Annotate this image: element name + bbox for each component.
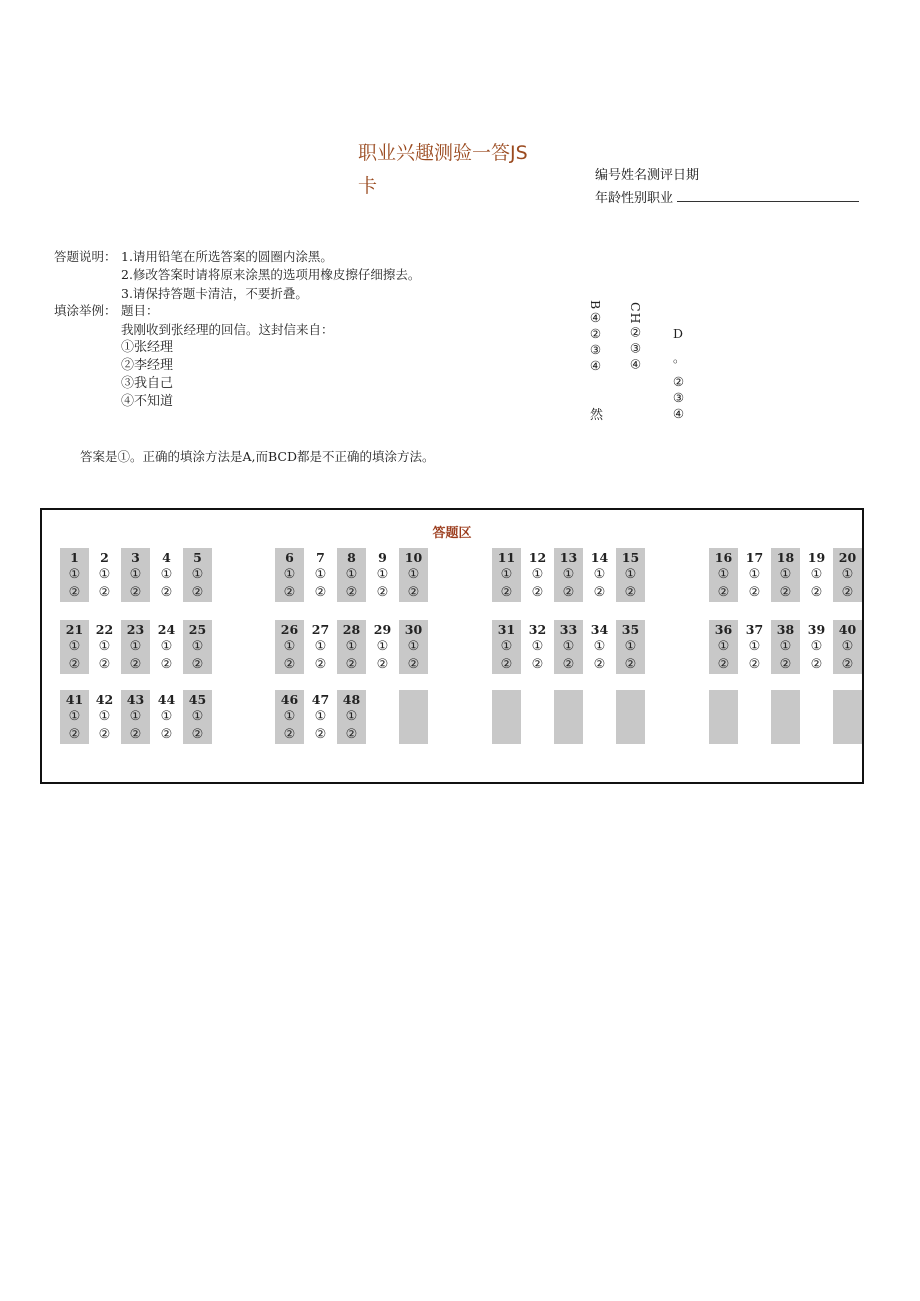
question-31 [492, 620, 521, 674]
question-number: 15 [621, 550, 640, 565]
answer-bubble-2[interactable]: ② [748, 585, 761, 600]
answer-bubble-2[interactable]: ② [68, 585, 81, 600]
example-option: ③我自己 [121, 376, 174, 391]
answer-bubble-2[interactable]: ② [624, 657, 637, 672]
answer-bubble-1[interactable]: ① [129, 567, 142, 582]
question-number: 43 [126, 692, 145, 707]
answer-bubble-1[interactable]: ① [624, 567, 637, 582]
answer-area [40, 508, 864, 784]
answer-bubble-2[interactable]: ② [717, 657, 730, 672]
blank-answer-slot [616, 690, 645, 744]
answer-bubble-2[interactable]: ② [500, 585, 513, 600]
example-question-label: 题目： [121, 303, 159, 318]
info-line-2-text: 年龄性别职业 [595, 191, 674, 206]
info-line-2 [595, 187, 859, 206]
answer-bubble-2[interactable]: ② [314, 727, 327, 742]
answer-bubble-2[interactable]: ② [779, 657, 792, 672]
instruction-item: 1.请用铅笔在所选答案的圆圈内涂黑。 [121, 249, 333, 264]
question-number: 3 [131, 550, 140, 565]
question-number: 4 [162, 550, 171, 565]
question-39 [802, 620, 831, 674]
answer-bubble-2[interactable]: ② [98, 727, 111, 742]
answer-bubble-2[interactable]: ② [376, 585, 389, 600]
question-number: 39 [807, 622, 826, 637]
example-fill-d-mark: 。 [673, 350, 686, 365]
answer-bubble-1[interactable]: ① [562, 567, 575, 582]
answer-bubble-1[interactable]: ① [810, 639, 823, 654]
question-22 [90, 620, 119, 674]
answer-bubble-2[interactable]: ② [129, 585, 142, 600]
answer-bubble-2[interactable]: ② [129, 727, 142, 742]
answer-bubble-1[interactable]: ① [68, 567, 81, 582]
title-line-2: 卡 [358, 175, 378, 197]
question-9 [368, 548, 397, 602]
answer-bubble-1[interactable]: ① [531, 639, 544, 654]
answer-bubble-2[interactable]: ② [160, 657, 173, 672]
answer-bubble-1[interactable]: ① [407, 567, 420, 582]
question-number: 34 [590, 622, 609, 637]
question-42 [90, 690, 119, 744]
answer-bubble-1[interactable]: ① [376, 567, 389, 582]
question-number: 17 [745, 550, 764, 565]
answer-bubble-2[interactable]: ② [562, 585, 575, 600]
question-number: 42 [95, 692, 114, 707]
title-line-1: 职业兴趣测验一答JS [358, 142, 528, 164]
question-17 [740, 548, 769, 602]
answer-area-title: 答题区 [432, 526, 472, 541]
question-number: 10 [404, 550, 423, 565]
example-question: 我刚收到张经理的回信。这封信来自： [121, 322, 334, 337]
question-number: 45 [188, 692, 207, 707]
question-number: 35 [621, 622, 640, 637]
question-number: 40 [838, 622, 857, 637]
question-number: 48 [342, 692, 361, 707]
answer-bubble-2[interactable]: ② [593, 657, 606, 672]
question-number: 29 [373, 622, 392, 637]
blank-answer-slot [554, 690, 583, 744]
answer-bubble-2[interactable]: ② [314, 585, 327, 600]
question-44 [152, 690, 181, 744]
answer-bubble-1[interactable]: ① [160, 709, 173, 724]
answer-bubble-1[interactable]: ① [314, 639, 327, 654]
answer-bubble-2[interactable]: ② [810, 585, 823, 600]
answer-bubble-2[interactable]: ② [531, 585, 544, 600]
answer-bubble-2[interactable]: ② [593, 585, 606, 600]
answer-bubble-2[interactable]: ② [531, 657, 544, 672]
answer-bubble-1[interactable]: ① [345, 567, 358, 582]
answer-bubble-1[interactable]: ① [624, 639, 637, 654]
answer-bubble-2[interactable]: ② [191, 585, 204, 600]
answer-bubble-2[interactable]: ② [98, 585, 111, 600]
question-7 [306, 548, 335, 602]
example-fill-d: D [673, 326, 684, 341]
question-11 [492, 548, 521, 602]
question-number: 9 [378, 550, 387, 565]
answer-bubble-1[interactable]: ① [314, 709, 327, 724]
question-number: 12 [528, 550, 547, 565]
question-number: 7 [316, 550, 325, 565]
blank-answer-slot [709, 690, 738, 744]
blank-answer-slot [833, 690, 862, 744]
answer-bubble-1[interactable]: ① [376, 639, 389, 654]
question-number: 5 [193, 550, 202, 565]
question-number: 18 [776, 550, 795, 565]
example-fill-d-circles: ②③④ [671, 374, 686, 422]
answer-bubble-1[interactable]: ① [68, 709, 81, 724]
question-number: 2 [100, 550, 109, 565]
question-number: 20 [838, 550, 857, 565]
answer-bubble-1[interactable]: ① [407, 639, 420, 654]
answer-bubble-2[interactable]: ② [841, 657, 854, 672]
question-27 [306, 620, 335, 674]
answer-bubble-2[interactable]: ② [191, 657, 204, 672]
answer-bubble-2[interactable]: ② [68, 727, 81, 742]
answer-bubble-2[interactable]: ② [562, 657, 575, 672]
answer-bubble-1[interactable]: ① [129, 709, 142, 724]
question-48 [337, 690, 366, 744]
answer-bubble-2[interactable]: ② [283, 657, 296, 672]
answer-bubble-1[interactable]: ① [314, 567, 327, 582]
question-number: 44 [157, 692, 176, 707]
blank-answer-slot [492, 690, 521, 744]
answer-bubble-1[interactable]: ① [345, 639, 358, 654]
instruction-item: 2.修改答案时请将原来涂黑的选项用橡皮擦仔细擦去。 [121, 267, 421, 282]
answer-bubble-2[interactable]: ② [407, 585, 420, 600]
question-4 [152, 548, 181, 602]
answer-bubble-2[interactable]: ② [283, 585, 296, 600]
answer-bubble-1[interactable]: ① [593, 567, 606, 582]
question-24 [152, 620, 181, 674]
question-20 [833, 548, 862, 602]
answer-bubble-1[interactable]: ① [748, 567, 761, 582]
answer-bubble-1[interactable]: ① [841, 639, 854, 654]
blank-answer-slot [399, 690, 428, 744]
question-number: 26 [280, 622, 299, 637]
answer-bubble-2[interactable]: ② [160, 727, 173, 742]
answer-bubble-1[interactable]: ① [283, 709, 296, 724]
question-number: 25 [188, 622, 207, 637]
answer-bubble-1[interactable]: ① [779, 639, 792, 654]
question-21 [60, 620, 89, 674]
question-number: 23 [126, 622, 145, 637]
question-29 [368, 620, 397, 674]
answer-bubble-1[interactable]: ① [810, 567, 823, 582]
question-number: 37 [745, 622, 764, 637]
question-36 [709, 620, 738, 674]
answer-bubble-1[interactable]: ① [160, 567, 173, 582]
answer-bubble-2[interactable]: ② [68, 657, 81, 672]
question-number: 38 [776, 622, 795, 637]
answer-bubble-1[interactable]: ① [160, 639, 173, 654]
question-12 [523, 548, 552, 602]
instruction-item: 3.请保持答题卡清洁，不要折叠。 [121, 286, 308, 301]
info-line-1: 编号姓名测评日期 [595, 168, 700, 183]
answer-bubble-1[interactable]: ① [531, 567, 544, 582]
answer-bubble-2[interactable]: ② [345, 657, 358, 672]
question-number: 6 [285, 550, 294, 565]
question-number: 27 [311, 622, 330, 637]
answer-bubble-1[interactable]: ① [98, 567, 111, 582]
info-fill-line[interactable] [677, 189, 859, 202]
question-41 [60, 690, 89, 744]
answer-bubble-1[interactable]: ① [748, 639, 761, 654]
blank-answer-slot [771, 690, 800, 744]
question-19 [802, 548, 831, 602]
question-number: 30 [404, 622, 423, 637]
question-32 [523, 620, 552, 674]
question-38 [771, 620, 800, 674]
example-option: ②李经理 [121, 358, 174, 373]
question-28 [337, 620, 366, 674]
question-number: 33 [559, 622, 578, 637]
question-2 [90, 548, 119, 602]
answer-bubble-2[interactable]: ② [191, 727, 204, 742]
answer-bubble-1[interactable]: ① [129, 639, 142, 654]
question-number: 1 [70, 550, 79, 565]
question-16 [709, 548, 738, 602]
answer-bubble-2[interactable]: ② [314, 657, 327, 672]
question-number: 47 [311, 692, 330, 707]
answer-bubble-2[interactable]: ② [407, 657, 420, 672]
question-number: 36 [714, 622, 733, 637]
example-fill-b-note: 然 [590, 408, 604, 423]
answer-bubble-1[interactable]: ① [68, 639, 81, 654]
example-label: 填涂举例： [54, 303, 117, 318]
question-number: 46 [280, 692, 299, 707]
question-23 [121, 620, 150, 674]
question-26 [275, 620, 304, 674]
question-18 [771, 548, 800, 602]
answer-bubble-2[interactable]: ② [160, 585, 173, 600]
question-37 [740, 620, 769, 674]
example-answer: 答案是①。正确的填涂方法是A,而BCD都是不正确的填涂方法。 [80, 449, 435, 464]
answer-bubble-1[interactable]: ① [500, 567, 513, 582]
answer-bubble-2[interactable]: ② [841, 585, 854, 600]
answer-bubble-1[interactable]: ① [593, 639, 606, 654]
question-10 [399, 548, 428, 602]
answer-bubble-2[interactable]: ② [810, 657, 823, 672]
question-40 [833, 620, 862, 674]
question-6 [275, 548, 304, 602]
question-33 [554, 620, 583, 674]
answer-bubble-2[interactable]: ② [98, 657, 111, 672]
answer-bubble-2[interactable]: ② [717, 585, 730, 600]
question-number: 28 [342, 622, 361, 637]
answer-bubble-1[interactable]: ① [98, 639, 111, 654]
question-14 [585, 548, 614, 602]
answer-bubble-1[interactable]: ① [283, 567, 296, 582]
answer-bubble-2[interactable]: ② [624, 585, 637, 600]
answer-bubble-1[interactable]: ① [779, 567, 792, 582]
question-25 [183, 620, 212, 674]
answer-bubble-2[interactable]: ② [376, 657, 389, 672]
question-number: 41 [65, 692, 84, 707]
answer-bubble-1[interactable]: ① [500, 639, 513, 654]
question-5 [183, 548, 212, 602]
answer-bubble-1[interactable]: ① [717, 567, 730, 582]
question-45 [183, 690, 212, 744]
answer-bubble-1[interactable]: ① [841, 567, 854, 582]
answer-bubble-2[interactable]: ② [345, 727, 358, 742]
question-number: 8 [347, 550, 356, 565]
question-13 [554, 548, 583, 602]
question-43 [121, 690, 150, 744]
answer-bubble-1[interactable]: ① [717, 639, 730, 654]
answer-bubble-1[interactable]: ① [191, 709, 204, 724]
question-number: 31 [497, 622, 516, 637]
question-number: 22 [95, 622, 114, 637]
question-15 [616, 548, 645, 602]
answer-bubble-2[interactable]: ② [500, 657, 513, 672]
example-fill-b: B④②③④ [588, 300, 603, 375]
example-fill-c: CH②③④ [628, 302, 643, 373]
example-option: ④不知道 [121, 394, 174, 409]
answer-bubble-2[interactable]: ② [129, 657, 142, 672]
answer-bubble-1[interactable]: ① [191, 567, 204, 582]
page-title [358, 137, 548, 203]
answer-bubble-1[interactable]: ① [191, 639, 204, 654]
question-number: 32 [528, 622, 547, 637]
question-3 [121, 548, 150, 602]
answer-bubble-2[interactable]: ② [283, 727, 296, 742]
answer-bubble-2[interactable]: ② [345, 585, 358, 600]
question-number: 11 [497, 550, 516, 565]
question-8 [337, 548, 366, 602]
answer-bubble-2[interactable]: ② [779, 585, 792, 600]
answer-bubble-1[interactable]: ① [345, 709, 358, 724]
question-number: 19 [807, 550, 826, 565]
question-number: 16 [714, 550, 733, 565]
question-number: 24 [157, 622, 176, 637]
question-34 [585, 620, 614, 674]
question-47 [306, 690, 335, 744]
answer-bubble-1[interactable]: ① [283, 639, 296, 654]
example-option: ①张经理 [121, 340, 174, 355]
question-number: 14 [590, 550, 609, 565]
question-35 [616, 620, 645, 674]
question-1 [60, 548, 89, 602]
question-46 [275, 690, 304, 744]
question-30 [399, 620, 428, 674]
instructions-label: 答题说明： [54, 249, 117, 264]
question-number: 21 [65, 622, 84, 637]
question-number: 13 [559, 550, 578, 565]
answer-bubble-1[interactable]: ① [562, 639, 575, 654]
answer-bubble-2[interactable]: ② [748, 657, 761, 672]
answer-bubble-1[interactable]: ① [98, 709, 111, 724]
